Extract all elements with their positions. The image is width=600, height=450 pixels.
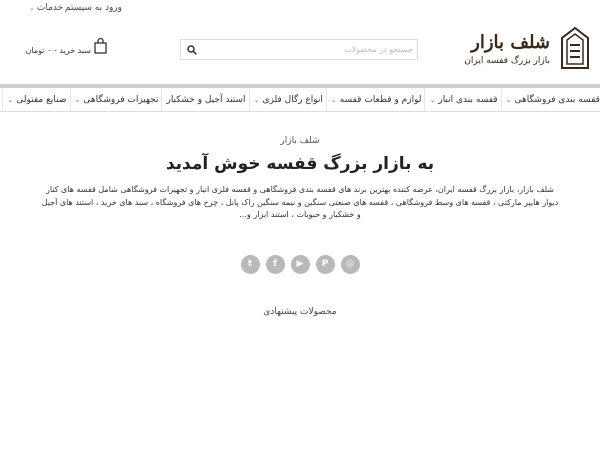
logo-brand-name: شلف بازار <box>471 32 550 53</box>
nav-item-shelf-parts[interactable] <box>326 88 425 111</box>
nav-item-label: لوازم و قطعات قفسه <box>339 94 422 105</box>
nav-item-label: استند آجیل و خشکبار <box>166 94 246 105</box>
services-menu[interactable] <box>29 3 63 13</box>
nav-item-warehouse-shelving[interactable] <box>424 88 500 111</box>
services-label: خدمات <box>36 3 64 13</box>
main-nav <box>0 84 600 112</box>
chevron-down-icon: ⌄ <box>505 95 512 104</box>
page-subtitle: شلف بازار <box>280 136 320 146</box>
facebook-link[interactable] <box>266 255 285 274</box>
chevron-down-icon: ⌄ <box>7 95 14 104</box>
suggested-products-heading: محصولات پیشنهادی <box>263 307 337 317</box>
nav-item-label: صنایع مفتولی <box>16 94 67 105</box>
instagram-link[interactable] <box>341 255 360 274</box>
logo-tagline: بازار بزرگ قفسه ایران <box>464 56 550 66</box>
pinterest-icon: P <box>321 259 329 269</box>
cart-total: سبد خرید - ۰ تومان <box>25 46 91 55</box>
nav-item-store-shelving[interactable] <box>501 88 600 111</box>
login-link[interactable]: ورود به سیستم <box>64 3 122 13</box>
chevron-down-icon: ⌄ <box>29 4 35 12</box>
page-description: شلف بازار، بازار بزرگ قفسه ایران، عرضه کننده بهترین برند های قفسه بندی فروشگاهی و قفسه فلزی انبار و تجهیزات فروشگاهی شامل قفسه های کنار دیوار هایپر مارکتی ، قفسه های وسط فروشگاهی ، قفسه های صنعتی سنگین و نیمه سنگین راک پانل ، چرخ های فروشگاه ، سبد های خرید ، استند های آجیل و خشکبار و حبوبات ، استند ابزار و... <box>41 185 559 219</box>
nav-item-label: تجهیزات فروشگاهی <box>83 94 159 105</box>
nav-item-wire-products[interactable] <box>2 88 69 111</box>
social-links <box>0 255 600 274</box>
nav-item-label: انواع رگال فلزی <box>262 94 323 105</box>
nav-item-nut-stands[interactable] <box>161 88 248 111</box>
chevron-down-icon: ⌄ <box>74 95 81 104</box>
page-title: به بازار بزرگ قفسه خوش آمدید <box>165 154 435 174</box>
search-box <box>180 39 418 60</box>
instagram-icon: ◎ <box>346 259 354 269</box>
pinterest-link[interactable] <box>316 255 335 274</box>
logo-emblem-icon <box>558 26 592 70</box>
youtube-link[interactable] <box>291 255 310 274</box>
cart-button[interactable] <box>27 38 107 60</box>
facebook-icon: f <box>273 259 277 269</box>
site-logo[interactable] <box>452 26 592 76</box>
top-bar <box>0 0 600 20</box>
search-button[interactable] <box>181 40 203 59</box>
youtube-icon: ▶ <box>296 259 304 269</box>
nav-item-metal-racks[interactable] <box>249 88 326 111</box>
search-icon <box>187 45 197 55</box>
nav-item-store-equipment[interactable] <box>70 88 162 111</box>
chevron-down-icon: ⌄ <box>330 95 337 104</box>
chevron-down-icon: ⌄ <box>253 95 260 104</box>
shopping-bag-icon <box>94 38 107 54</box>
nav-item-label: قفسه بندی فروشگاهی <box>514 94 600 105</box>
twitter-icon: t <box>247 259 253 269</box>
nav-item-label: قفسه بندی انبار <box>438 94 498 105</box>
chevron-down-icon: ⌄ <box>429 95 436 104</box>
search-input[interactable] <box>205 40 417 59</box>
twitter-link[interactable] <box>241 255 260 274</box>
